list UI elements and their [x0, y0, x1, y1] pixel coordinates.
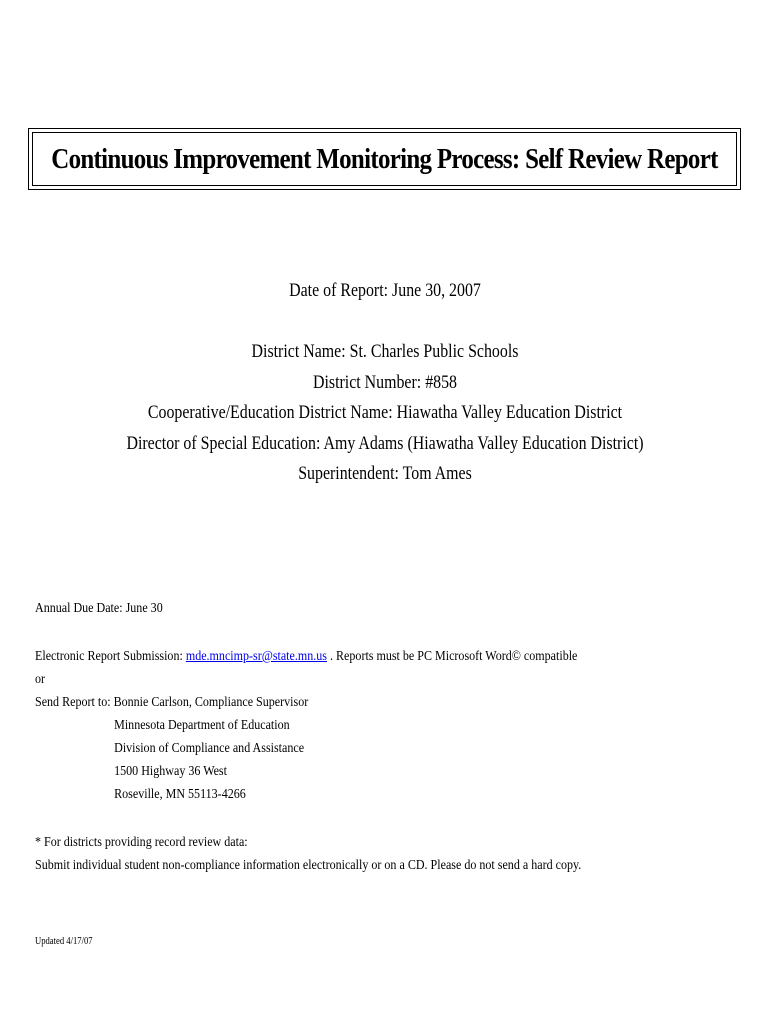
- director-of-special-education: Director of Special Education: Amy Adams (Hiawatha Valley Education District): [126, 433, 644, 454]
- district-name: District Name: St. Charles Public Schools: [251, 342, 519, 362]
- updated-date: Updated 4/17/07: [35, 936, 93, 947]
- electronic-submission-line: [35, 645, 577, 668]
- footnote-section: [35, 831, 581, 877]
- submission-email-link[interactable]: mde.mncimp-sr@state.mn.us: [185, 649, 327, 664]
- electronic-submission-note: . Reports must be PC Microsoft Word© compatible: [326, 649, 578, 664]
- footnote-heading: * For districts providing record review data:: [35, 835, 248, 850]
- address-line-2: Minnesota Department of Education: [114, 718, 290, 733]
- submission-section: [35, 645, 577, 806]
- or-text: or: [35, 672, 46, 687]
- title-box-inner: [32, 132, 737, 186]
- electronic-submission-label: Electronic Report Submission:: [35, 649, 186, 664]
- send-report-label: Send Report to:: [35, 695, 114, 710]
- superintendent: Superintendent: Tom Ames: [298, 464, 472, 484]
- page-title: Continuous Improvement Monitoring Process: Self Review Report: [51, 142, 718, 175]
- address-line-1: Bonnie Carlson, Compliance Supervisor: [113, 695, 309, 710]
- date-of-report: Date of Report: June 30, 2007: [289, 281, 481, 301]
- footnote-text: Submit individual student non-compliance information electronically or on a CD. Please do not send a hard copy.: [35, 858, 582, 873]
- address-line-4: 1500 Highway 36 West: [114, 764, 227, 779]
- address-line-5: Roseville, MN 55113-4266: [114, 787, 246, 802]
- district-number: District Number: #858: [312, 372, 458, 393]
- address-line-3: Division of Compliance and Assistance: [114, 741, 305, 756]
- district-info: [0, 337, 770, 490]
- date-section: [0, 276, 770, 307]
- title-box: [28, 128, 741, 190]
- annual-due-date: Annual Due Date: June 30: [35, 601, 163, 616]
- cooperative-name: Cooperative/Education District Name: Hiawatha Valley Education District: [147, 403, 623, 423]
- send-report-line: [35, 691, 577, 714]
